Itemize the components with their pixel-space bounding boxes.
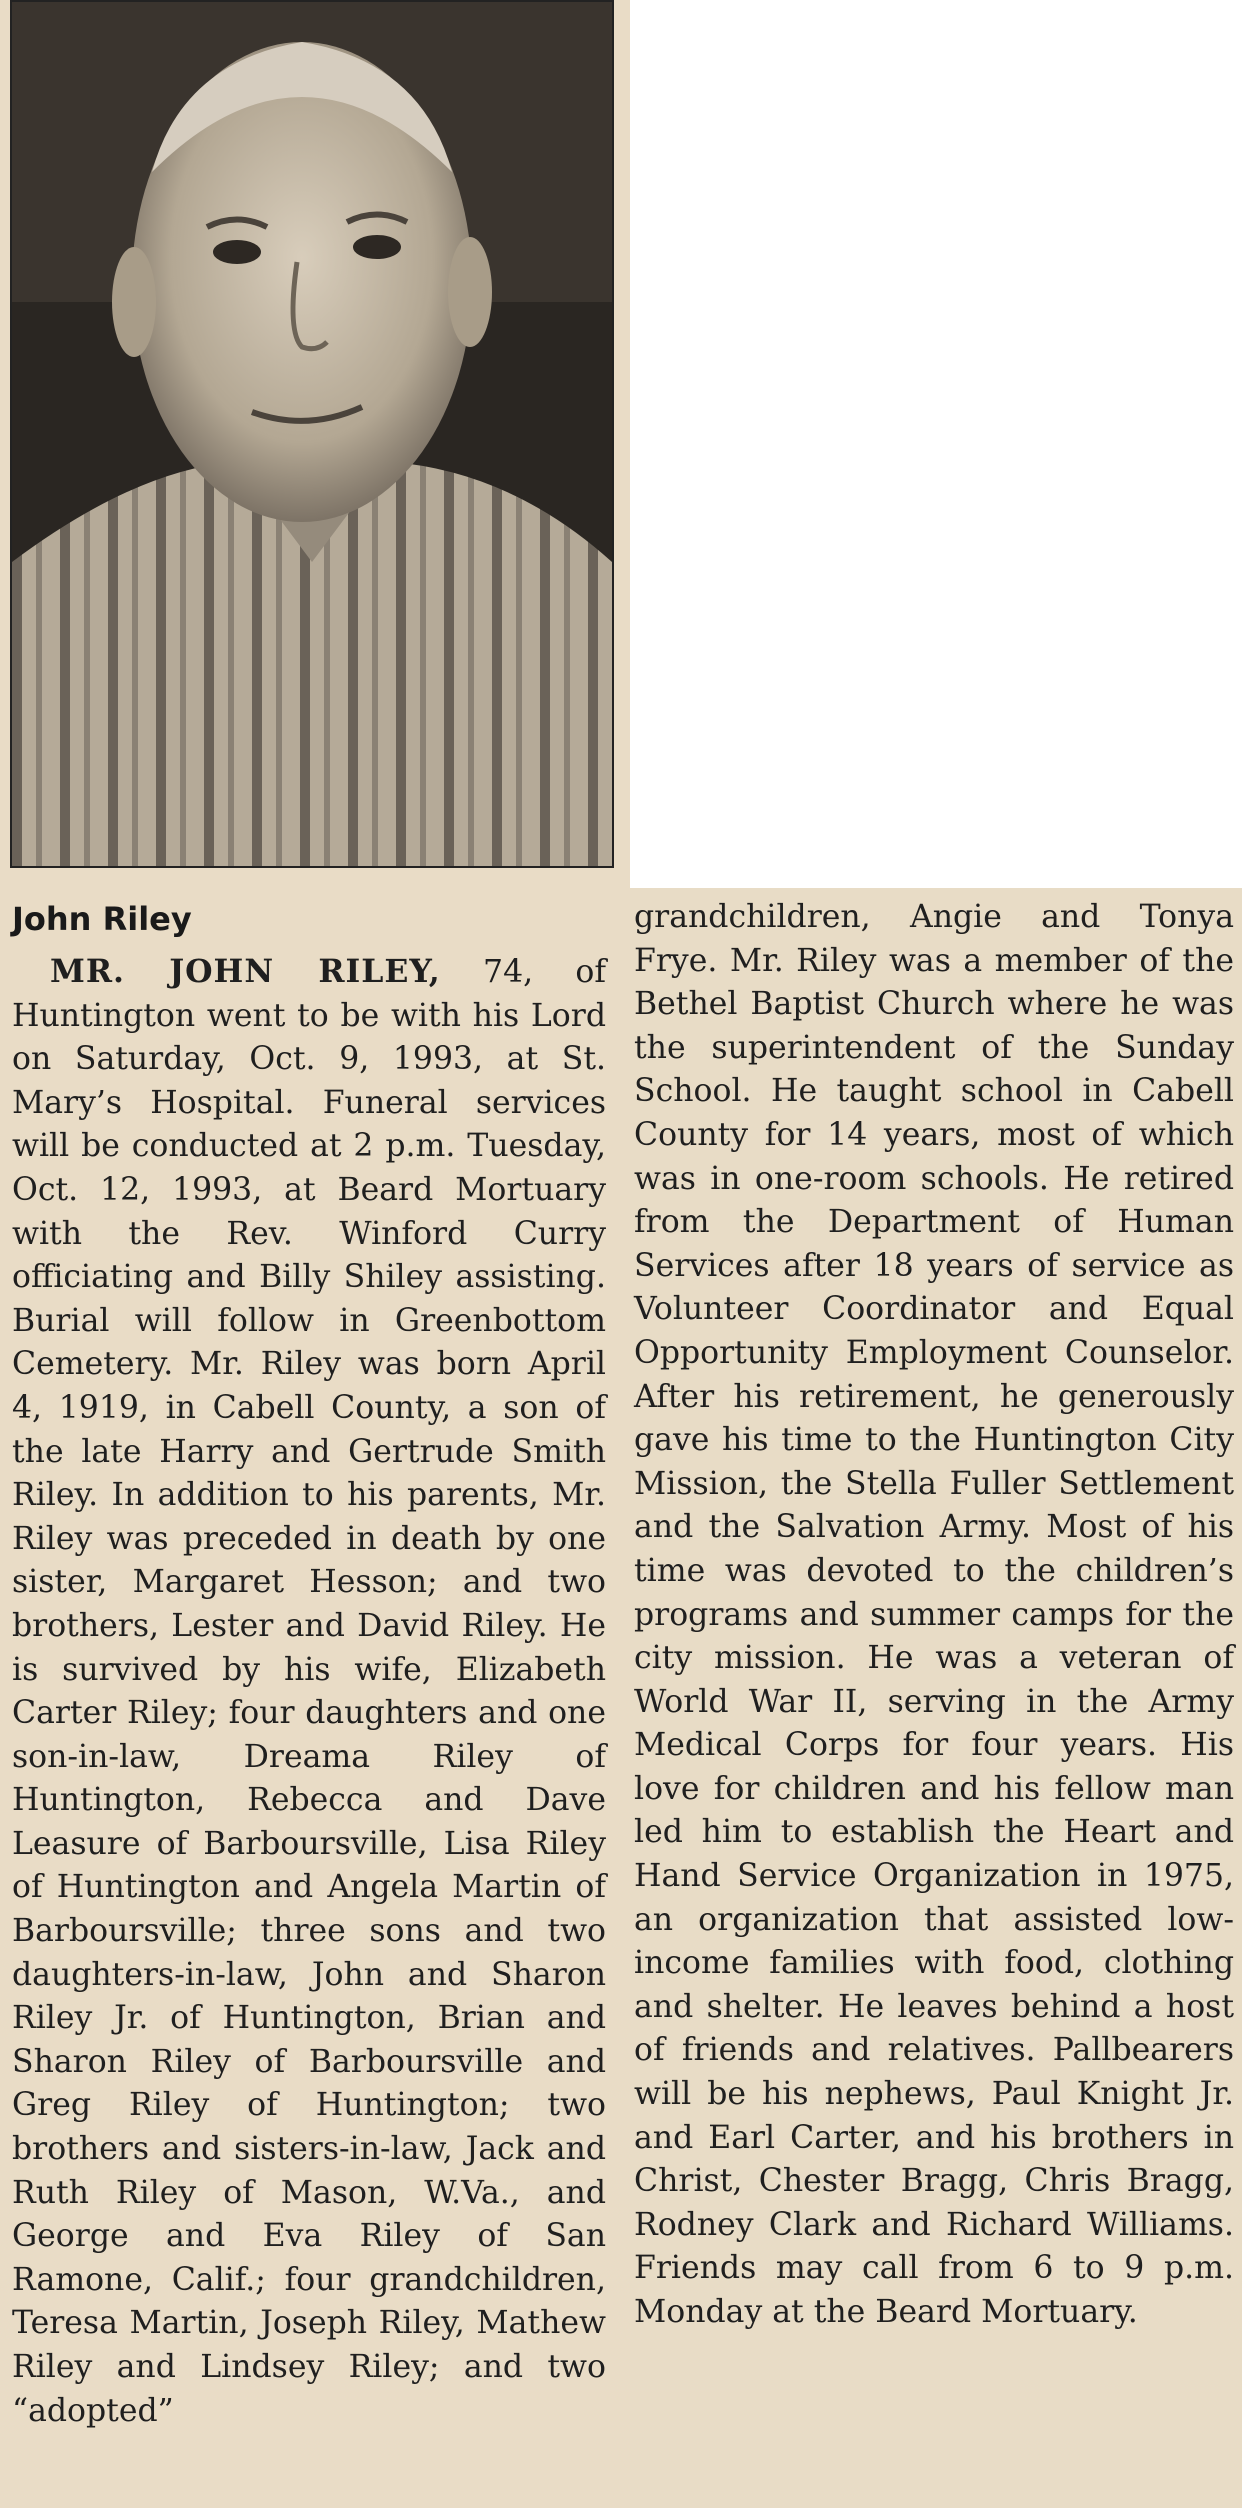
obituary-text-right <box>634 896 1234 2335</box>
portrait-photo <box>10 0 614 868</box>
lead-name: MR. JOHN RILEY, <box>50 953 441 990</box>
obituary-headline: John Riley <box>12 900 192 938</box>
obituary-text-left <box>12 950 606 2433</box>
obituary-body-right: grandchildren, Angie and Tonya Frye. Mr. Riley was a member of the Bethel Baptist Church where he was the superintendent of the Sunday School. He taught school in Cabell County for 14 years, most of which was in one-room schools. He retired from the Department of Human Services after 18 years of service as Volunteer Coordinator and Equal Opportunity Employment Counselor. After his retirement, he generously gave his time to the Huntington City Mission, the Stella Fuller Settlement and the Salvation Army. Most of his time was devoted to the children’s programs and summer camps for the city mission. He was a veteran of World War II, serving in the Army Medical Corps for four years. His love for children and his fellow man led him to establish the Heart and Hand Service Organization in 1975, an organization that assisted low-income families with food, clothing and shelter. He leaves behind a host of friends and relatives. Pallbearers will be his nephews, Paul Knight Jr. and Earl Carter, and his brothers in Christ, Chester Bragg, Chris Bragg, Rodney Clark and Richard Williams. Friends may call from 6 to 9 p.m. Monday at the Beard Mortuary. <box>634 899 1234 2330</box>
obituary-body-left: 74, of Huntington went to be with his Lord on Saturday, Oct. 9, 1993, at St. Mary’s Hospital. Funeral services will be conducted at 2 p.m. Tuesday, Oct. 12, 1993, at Beard Mortuary with the Rev. Winford Curry officiating and Billy Shiley assisting. Burial will follow in Greenbottom Cemetery. Mr. Riley was born April 4, 1919, in Cabell County, a son of the late Harry and Gertrude Smith Riley. In addition to his parents, Mr. Riley was preceded in death by one sister, Margaret Hesson; and two brothers, Lester and David Riley. He is survived by his wife, Elizabeth Carter Riley; four daughters and one son-in-law, Dreama Riley of Huntington, Rebecca and Dave Leasure of Barboursville, Lisa Riley of Huntington and Angela Martin of Barboursville; three sons and two daughters-in-law, John and Sharon Riley Jr. of Huntington, Brian and Sharon Riley of Barboursville and Greg Riley of Huntington; two brothers and sisters-in-law, Jack and Ruth Riley of Mason, W.Va., and George and Eva Riley of San Ramone, Calif.; four grandchildren, Teresa Martin, Joseph Riley, Mathew Riley and Lindsey Riley; and two “adopted” <box>12 954 606 2429</box>
